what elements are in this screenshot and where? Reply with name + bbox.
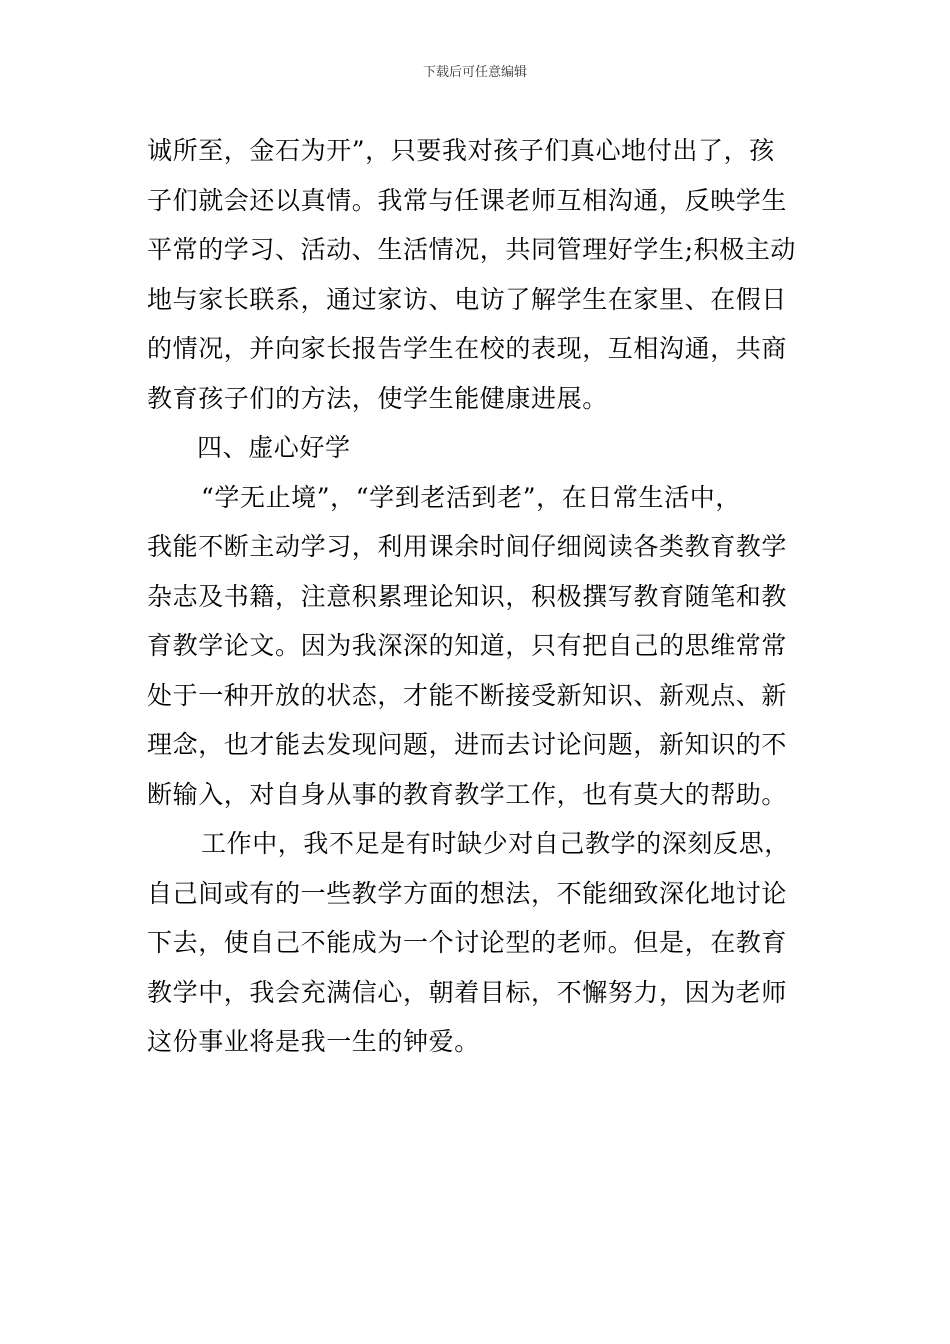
section-heading: 四、虚心好学 bbox=[197, 433, 351, 462]
body-text bbox=[147, 126, 807, 1067]
text-line: 我能不断主动学习，利用课余时间仔细阅读各类教育教学 bbox=[147, 532, 788, 561]
text-line: 子们就会还以真情。我常与任课老师互相沟通，反映学生 bbox=[147, 185, 788, 215]
text-line: 杂志及书籍，注意积累理论知识，积极撰写教育随笔和教 bbox=[147, 581, 788, 611]
text-line: 处于一种开放的状态，才能不断接受新知识、新观点、新 bbox=[147, 680, 788, 710]
text-line: 教育孩子们的方法，使学生能健康进展。 bbox=[147, 383, 608, 413]
page-header: 下载后可任意编辑 bbox=[422, 65, 527, 80]
text-line: 的情况，并向家长报告学生在校的表现，互相沟通，共商 bbox=[147, 334, 788, 363]
paragraph-start: 工作中，我不足是有时缺少对自己教学的深刻反思， bbox=[201, 829, 790, 858]
text-line: 教学中，我会充满信心，朝着目标，不懈努力，因为老师 bbox=[147, 977, 788, 1007]
text-line: 下去，使自己不能成为一个讨论型的老师。但是，在教育 bbox=[147, 928, 788, 957]
text-line: 诚所至，金石为开”，只要我对孩子们真心地付出了，孩 bbox=[147, 136, 775, 165]
text-line: 育教学论文。因为我深深的知道，只有把自己的思维常常 bbox=[147, 631, 788, 660]
text-line: 平常的学习、活动、生活情况，共同管理好学生;积极主动 bbox=[147, 235, 797, 264]
text-line: 断输入，对自身从事的教育教学工作，也有莫大的帮助。 bbox=[147, 779, 788, 809]
paragraph-start: “学无止境”，“学到老活到老”，在日常生活中， bbox=[201, 482, 741, 512]
text-line: 理念，也才能去发现问题，进而去讨论问题，新知识的不 bbox=[147, 730, 788, 759]
text-line: 自己间或有的一些教学方面的想法，不能细致深化地讨论 bbox=[147, 878, 788, 908]
text-line: 地与家长联系，通过家访、电访了解学生在家里、在假日 bbox=[147, 284, 788, 314]
text-line: 这份事业将是我一生的钟爱。 bbox=[147, 1027, 480, 1056]
